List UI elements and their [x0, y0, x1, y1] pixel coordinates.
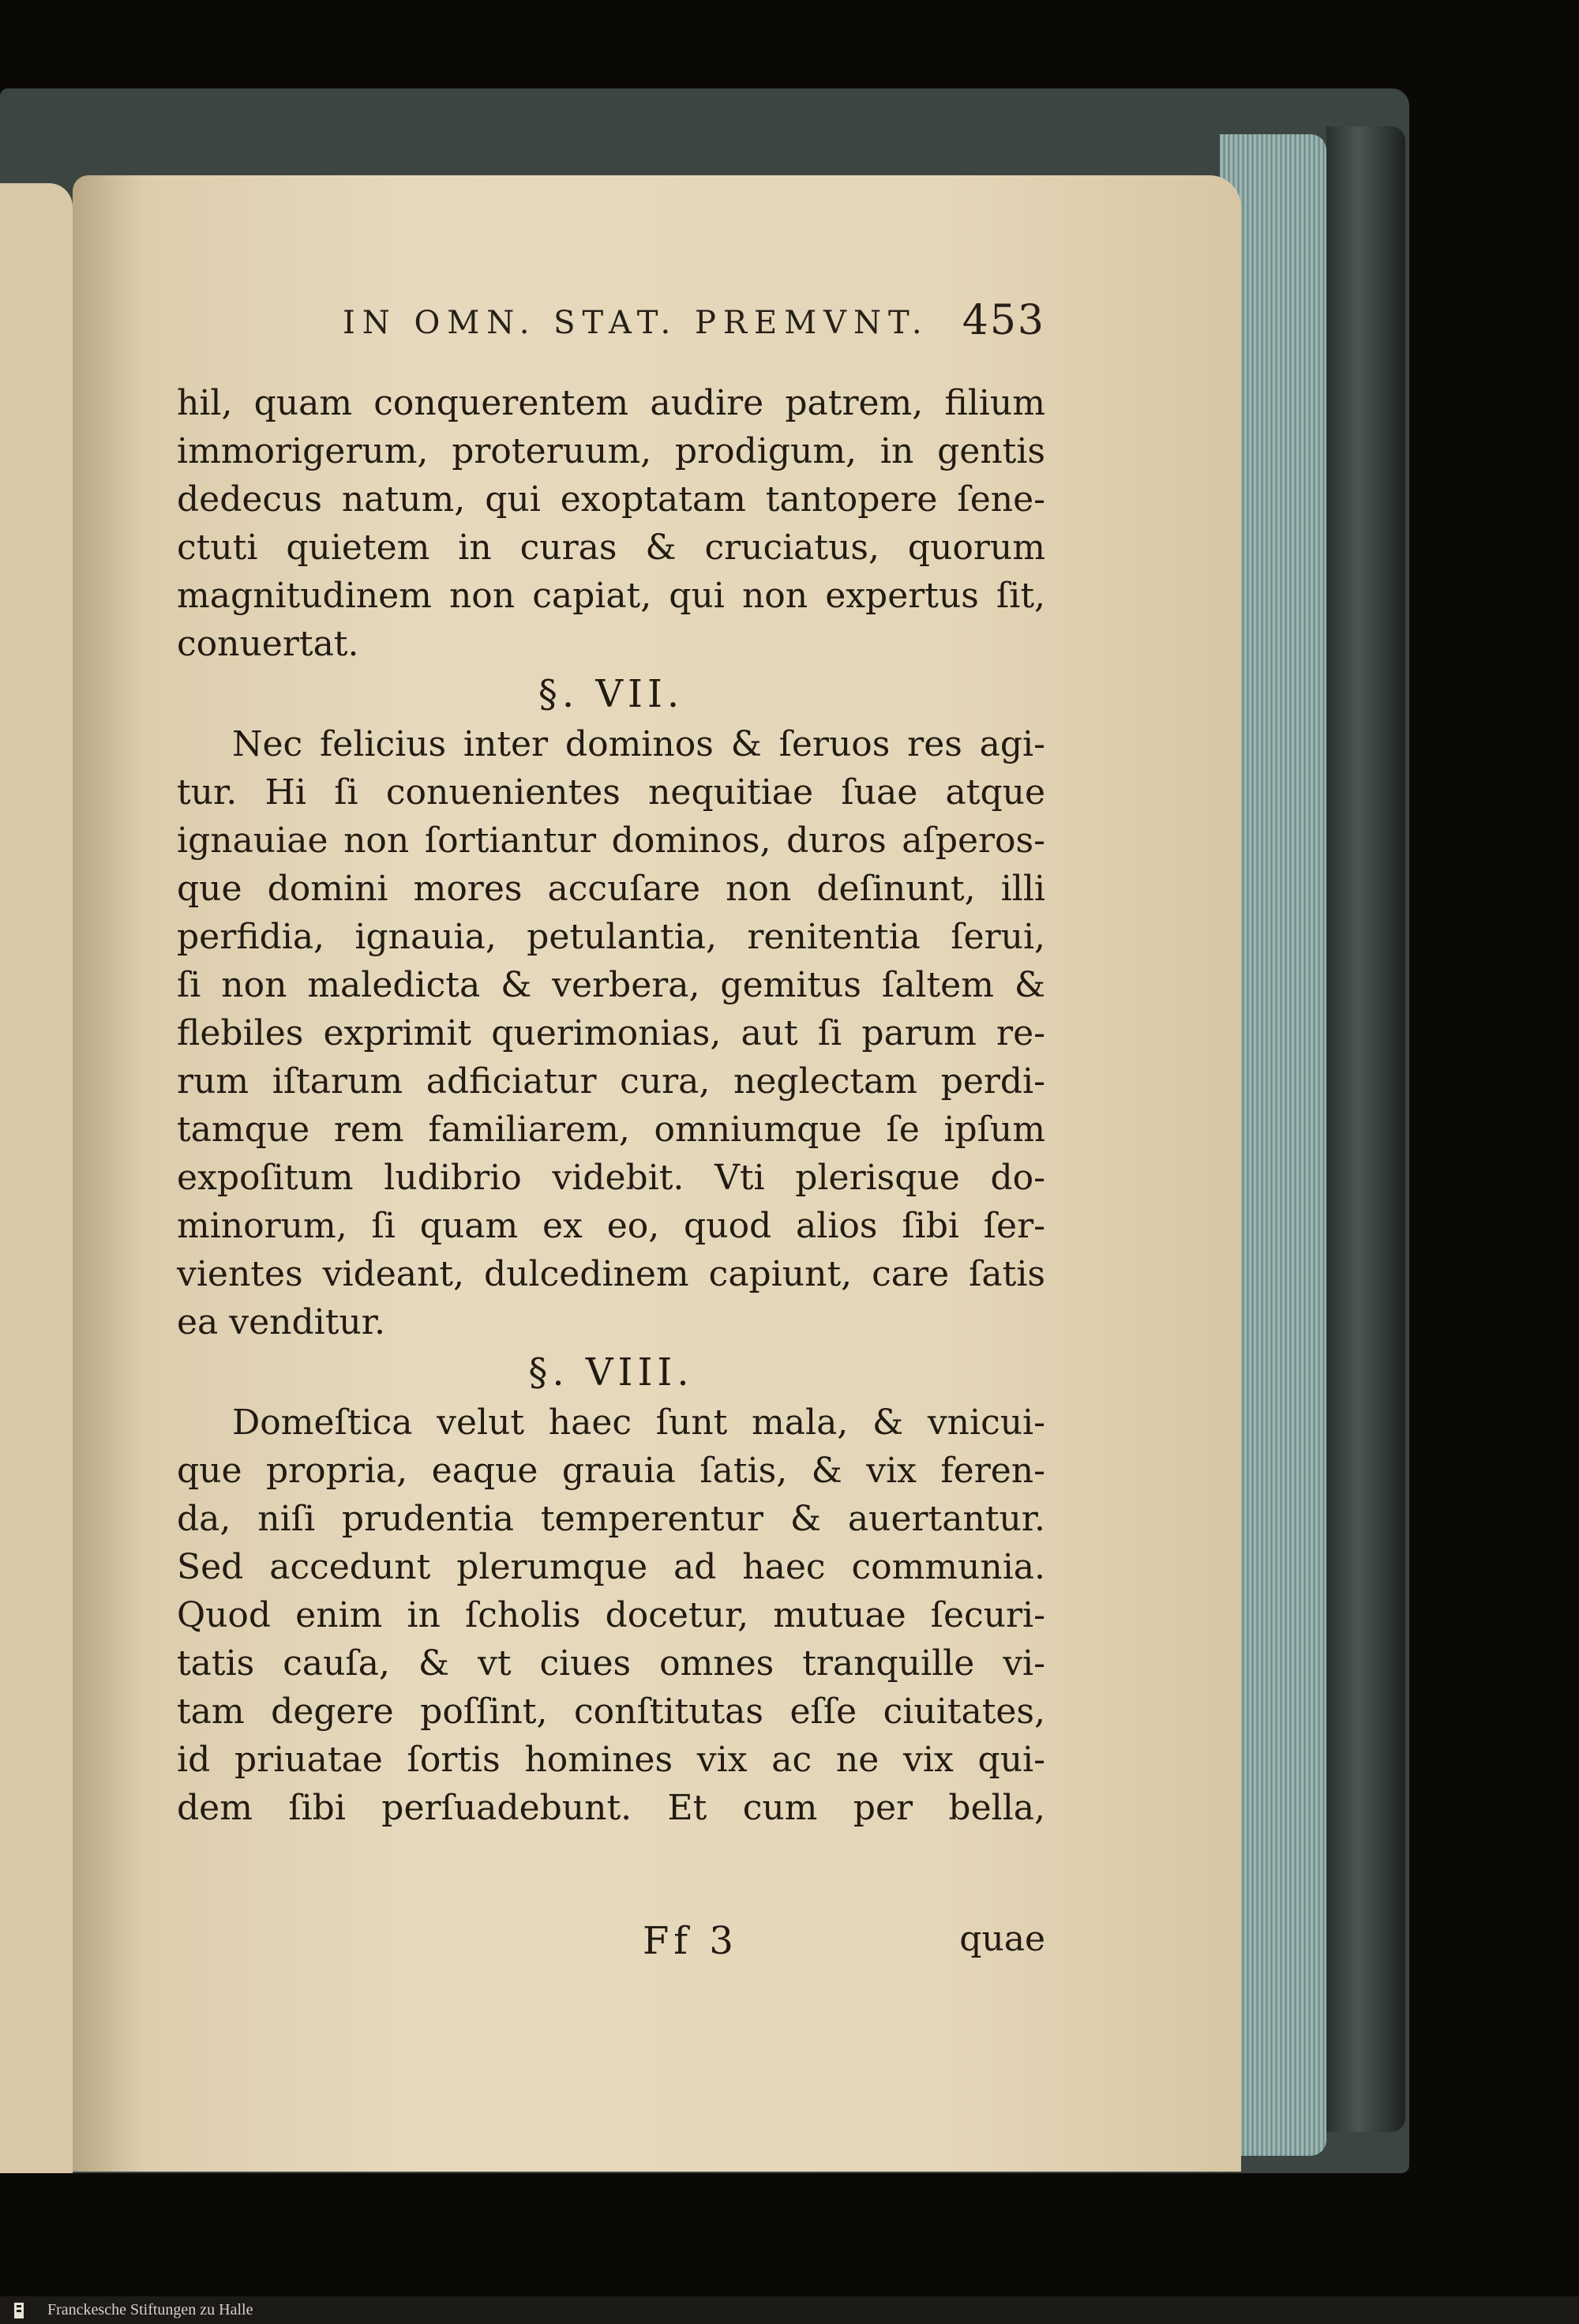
text-line: hil, quam conquerentem audire patrem, filium [177, 383, 1045, 423]
running-title: IN OMN. STAT. PREMVNT. [343, 305, 929, 341]
catchword: quae [959, 1919, 1045, 1959]
signature-mark: Ff 3 [643, 1919, 738, 1963]
text-line: rum iſtarum adficiatur cura, neglectam perdi- [177, 1061, 1045, 1102]
text-line: tam degere poſſint, conſtitutas eſſe ciuitates, [177, 1691, 1045, 1732]
text-line: dem ſibi perſuadebunt. Et cum per bella, [177, 1788, 1045, 1828]
section-heading-7: §. VII. [538, 672, 684, 716]
text-line: que propria, eaque grauia ſatis, & vix feren- [177, 1451, 1045, 1491]
library-footer-bar [0, 2296, 1579, 2324]
library-logo-icon [9, 2301, 28, 2320]
library-label: Franckesche Stiftungen zu Halle [47, 2301, 253, 2318]
text-line: magnitudinem non capiat, qui non expertus ſit, [177, 576, 1045, 616]
page-text [177, 379, 1045, 1832]
text-line: dedecus natum, qui exoptatam tantopere ſene- [177, 479, 1045, 520]
text-line: minorum, ſi quam ex eo, quod alios ſibi ſer- [177, 1206, 1045, 1246]
text-line: ctuti quietem in curas & cruciatus, quorum [177, 527, 1045, 568]
page-footer [177, 1919, 1045, 1974]
section-heading-8: §. VIII. [528, 1350, 694, 1395]
running-head [343, 297, 1045, 352]
book-spine-edge [1326, 126, 1405, 2132]
text-line: id priuatae ſortis homines vix ac ne vix qui- [177, 1740, 1045, 1780]
text-line: da, niſi prudentia temperentur & auertantur. [177, 1499, 1045, 1539]
text-line: que domini mores accuſare non deſinunt, illi [177, 869, 1045, 909]
left-page-edge [0, 183, 73, 2173]
page-number: 453 [962, 297, 1045, 344]
text-line: conuertat. [177, 624, 359, 664]
text-line: vientes videant, dulcedinem capiunt, care ſatis [177, 1254, 1045, 1294]
text-line: ea venditur. [177, 1302, 385, 1342]
text-line: ſi non maledicta & verbera, gemitus ſaltem & [177, 965, 1045, 1005]
text-line: ignauiae non ſortiantur dominos, duros aſperos- [177, 820, 1045, 861]
text-line: tur. Hi ſi conuenientes nequitiae ſuae atque [177, 772, 1045, 813]
text-line: perfidia, ignauia, petulantia, renitentia ſerui, [177, 917, 1045, 957]
text-line: tatis cauſa, & vt ciues omnes tranquille vi- [177, 1643, 1045, 1684]
text-line: Quod enim in ſcholis docetur, mutuae ſecuri- [177, 1595, 1045, 1635]
text-line: immorigerum, proteruum, prodigum, in gentis [177, 431, 1045, 471]
text-line: Domeſtica velut haec ſunt mala, & vnicui- [232, 1402, 1045, 1443]
text-line: flebiles exprimit querimonias, aut ſi parum re- [177, 1013, 1045, 1053]
text-line: tamque rem familiarem, omniumque ſe ipſum [177, 1109, 1045, 1150]
text-line: expoſitum ludibrio videbit. Vti plerisque do- [177, 1158, 1045, 1198]
text-line: Sed accedunt plerumque ad haec communia. [177, 1547, 1045, 1587]
text-line: Nec felicius inter dominos & ſeruos res agi- [232, 724, 1045, 764]
